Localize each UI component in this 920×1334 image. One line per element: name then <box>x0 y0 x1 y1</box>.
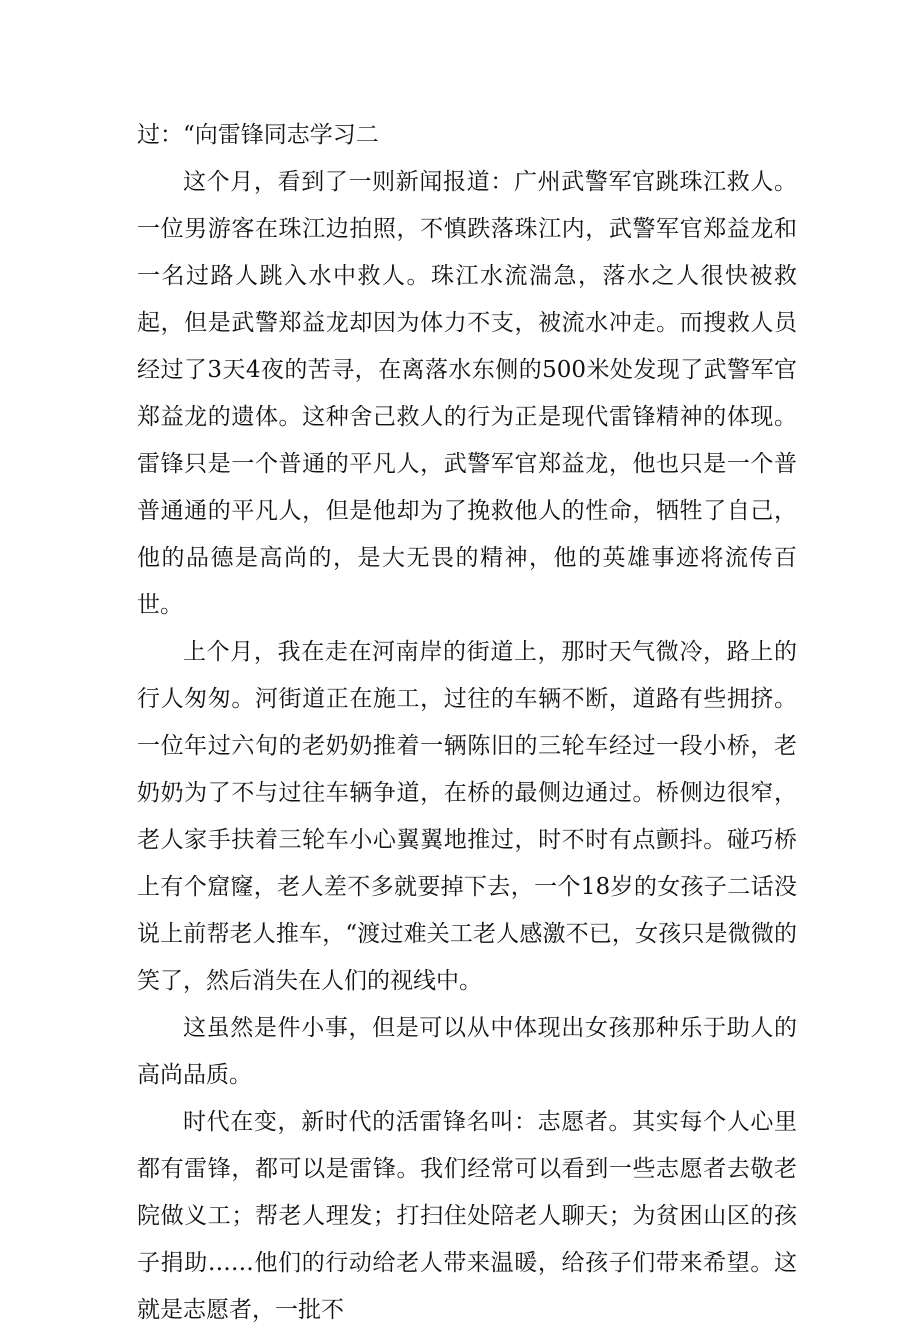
paragraph-bridge-story: 上个月，我在走在河南岸的街道上，那时天气微冷，路上的行人匆匆。河街道正在施工，过往的车辆不断，道路有些拥挤。一位年过六旬的老奶奶推着一辆陈旧的三轮车经过一段小桥，老奶奶为了不与过往车辆争道，在桥的最侧边通过。桥侧边很窄，老人家手扶着三轮车小心翼翼地推过，时不时有点颤抖。碰巧桥上有个窟窿，老人差不多就要掉下去，一个18岁的女孩子二话没说上前帮老人推车，“渡过难关工老人感激不已，女孩只是微微的笑了，然后消失在人们的视线中。 <box>137 639 797 994</box>
document-body <box>137 112 797 1334</box>
paragraph-small-matter: 这虽然是件小事，但是可以从中体现出女孩那种乐于助人的高尚品质。 <box>137 1015 797 1088</box>
paragraph-volunteers: 时代在变，新时代的活雷锋名叫：志愿者。其实每个人心里都有雷锋，都可以是雷锋。我们经常可以看到一些志愿者去敬老院做义工；帮老人理发；打扫住处陪老人聊天；为贫困山区的孩子捐助……他们的行动给老人带来温暖，给孩子们带来希望。这就是志愿者，一批不 <box>137 1109 797 1323</box>
lead-line: 过：“向雷锋同志学习二 <box>137 122 379 148</box>
paragraph-rescue-news: 这个月，看到了一则新闻报道：广州武警军官跳珠江救人。一位男游客在珠江边拍照，不慎跌落珠江内，武警军官郑益龙和一名过路人跳入水中救人。珠江水流湍急，落水之人很快被救起，但是武警郑益龙却因为体力不支，被流水冲走。而搜救人员经过了3天4夜的苦寻，在离落水东侧的500米处发现了武警军官郑益龙的遗体。这种舍己救人的行为正是现代雷锋精神的体现。雷锋只是一个普通的平凡人，武警军官郑益龙，他也只是一个普普通通的平凡人，但是他却为了挽救他人的性命，牺牲了自己，他的品德是高尚的，是大无畏的精神，他的英雄事迹将流传百世。 <box>137 169 797 618</box>
